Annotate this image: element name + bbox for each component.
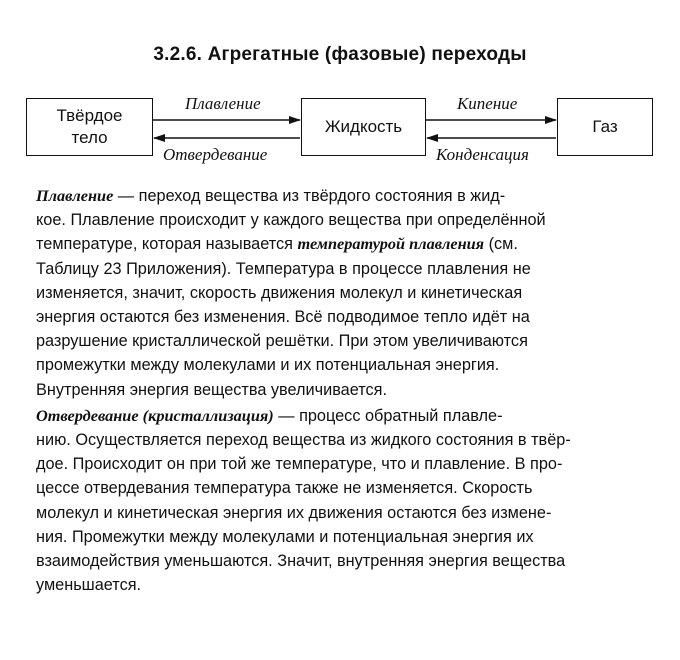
text-line: молекул и кинетическая энергия их движения остаются без измене- xyxy=(36,503,552,522)
solid-state-label: Твёрдое тело xyxy=(56,106,123,147)
text-line: ния. Промежутки между молекулами и потенциальная энергия их xyxy=(36,527,534,546)
text-line: Отвердевание (кристаллизация) — процесс обратный плавле- xyxy=(36,405,503,425)
gas-state-label: Газ xyxy=(592,117,618,136)
body-text xyxy=(36,184,662,599)
text-line: изменяется, значит, скорость движения молекул и кинетическая xyxy=(36,283,523,302)
text-line: энергия остаются без изменения. Всё подводимое тепло идёт на xyxy=(36,308,530,327)
paragraph-melting xyxy=(36,184,662,402)
text-line: дое. Происходит он при той же температуре, что и плавление. В про- xyxy=(36,455,563,474)
paragraph-solidification xyxy=(36,404,662,598)
section-title: 3.2.6. Агрегатные (фазовые) переходы xyxy=(153,44,527,65)
text-line: разрушение кристаллической решётки. При этом увеличиваются xyxy=(36,332,528,351)
text-line: Внутренняя энергия вещества увеличивается. xyxy=(36,380,387,399)
text-line: Таблицу 23 Приложения). Температура в процессе плавления не xyxy=(36,259,531,278)
solidification-label: Отвердевание xyxy=(163,145,268,164)
term-melting-temperature: температурой плавления xyxy=(297,234,485,254)
transition-arrows xyxy=(0,0,680,200)
condensation-label: Конденсация xyxy=(436,145,529,164)
text-line: Плавление — переход вещества из твёрдого состояния в жид- xyxy=(36,186,506,205)
melting-label: Плавление xyxy=(185,94,261,113)
text-line: взаимодействия уменьшаются. Значит, внутренняя энергия вещества xyxy=(36,552,566,571)
term-melting: Плавление xyxy=(36,186,114,205)
liquid-state-label: Жидкость xyxy=(324,117,403,136)
text-line: нию. Осуществляется переход вещества из жидкого состояния в твёр- xyxy=(36,431,571,450)
text-line: кое. Плавление происходит у каждого вещества при определённой xyxy=(36,211,546,230)
text-line: промежутки между молекулами и их потенциальная энергия. xyxy=(36,356,500,375)
boiling-label: Кипение xyxy=(457,94,518,113)
term-solidification: Отвердевание (кристаллизация) xyxy=(36,405,274,425)
text-line: температуре, которая называется температурой плавления (см. xyxy=(36,234,518,254)
text-line: уменьшается. xyxy=(36,576,142,595)
text-line: цессе отвердевания температура также не изменяется. Скорость xyxy=(36,479,533,498)
